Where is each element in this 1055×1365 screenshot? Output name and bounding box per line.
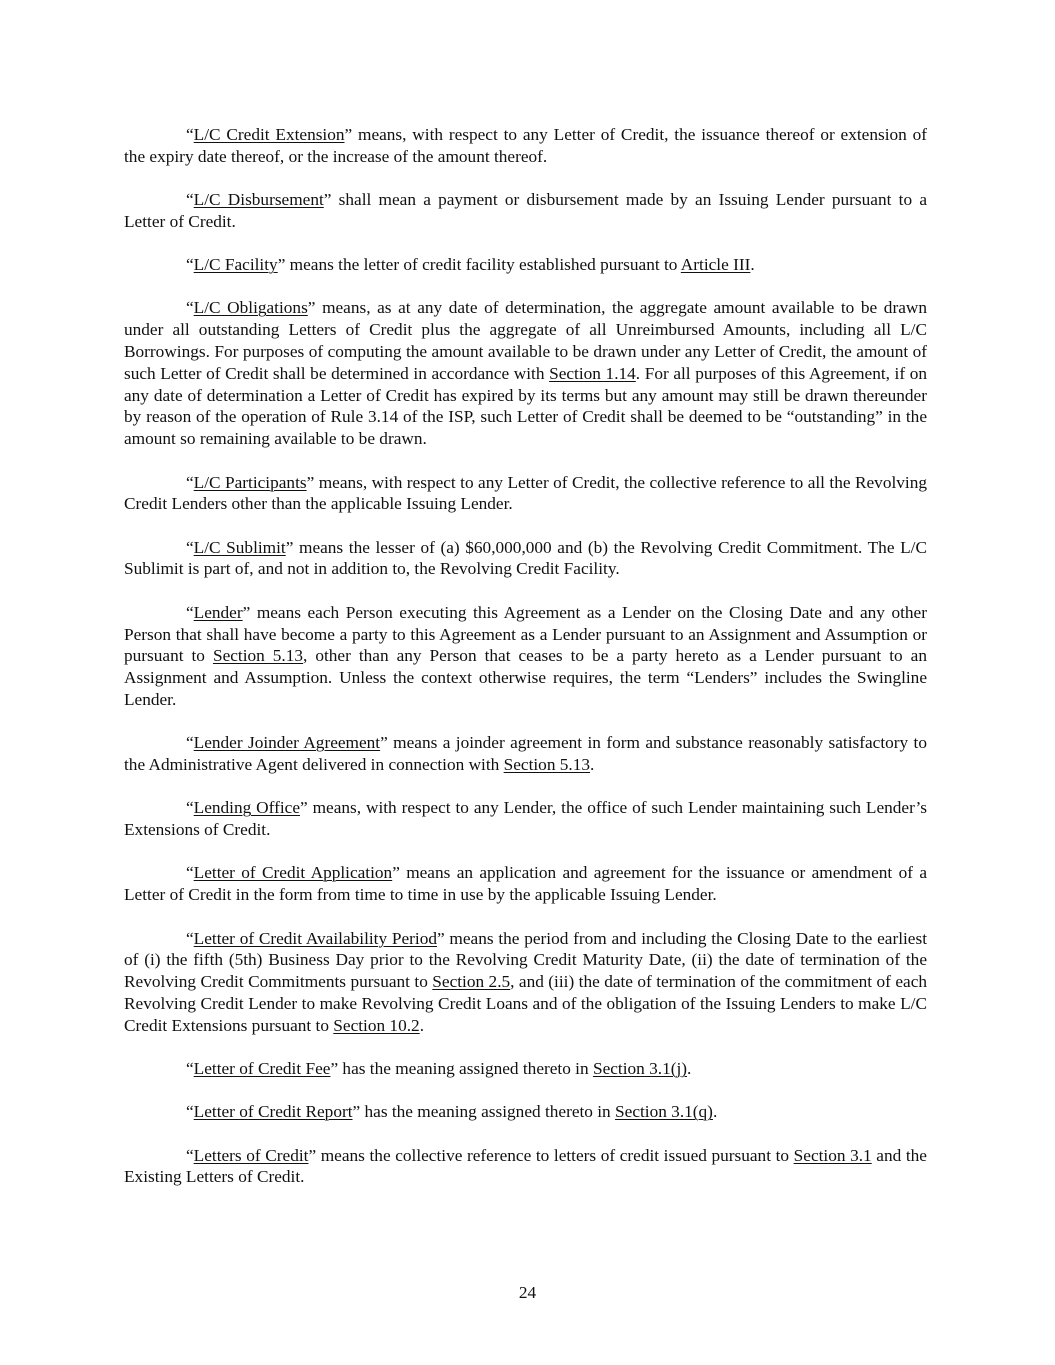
cross-reference: Article III [680, 255, 751, 275]
defined-term: Letter of Credit Availability Period [193, 928, 437, 948]
definition-paragraph: “L/C Credit Extension” means, with respect to any Letter of Credit, the issuance thereof or extension of the expiry date thereof, or the increase of the amount thereof. [124, 125, 927, 166]
defined-term: Letters of Credit [193, 1145, 309, 1165]
definition-paragraph: “Letter of Credit Fee” has the meaning assigned thereto in Section 3.1(j). [186, 1059, 692, 1078]
defined-term: L/C Credit Extension [193, 125, 345, 144]
definition-paragraph: “Letters of Credit” means the collective reference to letters of credit issued pursuant to Section 3.1 and the Existing Letters of Credit. [124, 1145, 927, 1187]
defined-term: L/C Sublimit [193, 537, 286, 557]
cross-reference: Section 1.14 [549, 363, 636, 383]
defined-term: Lender [193, 602, 243, 622]
definition-paragraph: “L/C Facility” means the letter of credit facility established pursuant to Article III. [186, 255, 755, 275]
defined-term: L/C Participants [193, 472, 307, 492]
definition-text: ” means, with respect to any Letter of Credit, the collective reference to all the Revolving Credit Lenders other than the applicable Issuing Lender. [124, 472, 927, 514]
definition-text: ” means a joinder agreement in form and substance reasonably satisfactory to the Administrative Agent delivered in connection with [124, 733, 927, 775]
cross-reference: Section 5.13 [503, 755, 591, 775]
defined-term: Lending Office [193, 798, 300, 818]
definition-text: and the Existing Letters of Credit. [124, 1145, 927, 1187]
document-page [124, 124, 927, 1210]
definition-paragraph: “Lender” means each Person executing this Agreement as a Lender on the Closing Date and any other Person that shall have become a party to this Agreement as a Lender pursuant to an Assignment and Assumption or pursuant to Section 5.13, other than any Person that ceases to be a party hereto as a Lender pursuant to an Assignment and Assumption. Unless the context otherwise requires, the term “Lenders” includes the Swingline Lender. [124, 602, 927, 709]
definition-text: , and (iii) the date of termination of the commitment of each Revolving Credit Lender to make Revolving Credit Loans and of the obligation of the Issuing Lenders to make L/C Credit Extensions pursuant to [124, 972, 927, 1035]
definitions-list [124, 124, 927, 1188]
definition-text: . [712, 1102, 718, 1122]
definition-text: ” has the meaning assigned thereto in [352, 1102, 616, 1122]
cross-reference: Section 10.2 [333, 1015, 420, 1035]
cross-reference: Section 3.1 [793, 1145, 872, 1165]
defined-term: L/C Facility [193, 255, 278, 275]
definition-paragraph: “Letter of Credit Application” means an application and agreement for the issuance or amendment of a Letter of Credit in the form from time to time in use by the applicable Issuing Lender. [124, 863, 927, 905]
defined-term: Letter of Credit Report [193, 1102, 353, 1122]
cross-reference: Section 5.13 [212, 646, 304, 666]
definition-paragraph: “L/C Disbursement” shall mean a payment or disbursement made by an Issuing Lender pursuant to a Letter of Credit. [124, 190, 927, 231]
definition-text: ” means the period from and including the Closing Date to the earliest of (i) the fifth (5th) Business Day prior to the Revolving Credit Maturity Date, (ii) the date of termination of the Revolving Credit Commitments pursuant to [124, 928, 927, 992]
definition-paragraph: “Lending Office” means, with respect to any Lender, the office of such Lender maintaining such Lender’s Extensions of Credit. [124, 798, 927, 840]
definition-paragraph: “L/C Obligations” means, as at any date of determination, the aggregate amount available to be drawn under all outstanding Letters of Credit plus the aggregate of all Unreimbursed Amounts, including all L/C Borrowings. For purposes of computing the amount available to be drawn under any Letter of Credit, the amount of such Letter of Credit shall be determined in accordance with Section 1.14. For all purposes of this Agreement, if on any date of determination a Letter of Credit has expired by its terms but any amount may still be drawn thereunder by reason of the operation of Rule 3.14 of the ISP, such Letter of Credit shall be deemed to be “outstanding” in the amount so remaining available to be drawn. [124, 298, 927, 449]
definition-text: ” means an application and agreement for the issuance or amendment of a Letter of Credit in the form from time to time in use by the applicable Issuing Lender. [124, 863, 927, 905]
page-number: 24 [518, 1283, 537, 1302]
defined-term: L/C Disbursement [193, 190, 324, 210]
definition-text: ” means, as at any date of determination, the aggregate amount available to be drawn under all outstanding Letters of Credit plus the aggregate of all Unreimbursed Amounts, including all L/C Borrowings. For purposes of computing the amount available to be drawn under any Letter of Credit, the amount of such Letter of Credit shall be determined in accordance with [124, 298, 927, 383]
defined-term: L/C Obligations [193, 298, 308, 318]
definition-text: ” means the letter of credit facility established pursuant to [277, 255, 681, 275]
cross-reference: Section 2.5 [432, 972, 511, 992]
definition-text: . [687, 1059, 692, 1078]
cross-reference: Section 3.1(q) [615, 1102, 713, 1122]
definition-text: ” shall mean a payment or disbursement made by an Issuing Lender pursuant to a Letter of Credit. [124, 190, 927, 231]
definition-paragraph: “Letter of Credit Availability Period” means the period from and including the Closing Date to the earliest of (i) the fifth (5th) Business Day prior to the Revolving Credit Maturity Date, (ii) the date of termination of the Revolving Credit Commitments pursuant to Section 2.5, and (iii) the date of termination of the commitment of each Revolving Credit Lender to make Revolving Credit Loans and of the obligation of the Issuing Lenders to make L/C Credit Extensions pursuant to Section 10.2. [124, 928, 927, 1035]
definition-text: , other than any Person that ceases to be a party hereto as a Lender pursuant to an Assignment and Assumption. Unless the context otherwise requires, the term “Lenders” includes the Swingline Lender. [124, 646, 927, 709]
definition-paragraph: “Letter of Credit Report” has the meaning assigned thereto in Section 3.1(q). [186, 1102, 718, 1122]
definition-text: ” has the meaning assigned thereto in [330, 1059, 593, 1078]
definition-text: . [419, 1015, 425, 1035]
definition-text: ” means the lesser of (a) $60,000,000 and (b) the Revolving Credit Commitment. The L/C Sublimit is part of, and not in addition to, the Revolving Credit Facility. [124, 537, 927, 579]
definition-paragraph: “Lender Joinder Agreement” means a joinder agreement in form and substance reasonably satisfactory to the Administrative Agent delivered in connection with Section 5.13. [124, 733, 927, 775]
definition-paragraph: “L/C Participants” means, with respect to any Letter of Credit, the collective reference to all the Revolving Credit Lenders other than the applicable Issuing Lender. [124, 472, 927, 514]
definition-text: . [590, 755, 595, 775]
cross-reference: Section 3.1(j) [592, 1059, 688, 1078]
defined-term: Letter of Credit Fee [193, 1059, 331, 1078]
definition-text: ” means, with respect to any Lender, the office of such Lender maintaining such Lender’s Extensions of Credit. [124, 798, 927, 840]
definition-text: . For all purposes of this Agreement, if on any date of determination a Letter of Credit has expired by its terms but any amount may still be drawn thereunder by reason of the operation of Rule 3.14 of the ISP, such Letter of Credit shall be deemed to be “outstanding” in the amount so remaining available to be drawn. [124, 363, 927, 449]
definition-text: ” means each Person executing this Agreement as a Lender on the Closing Date and any other Person that shall have become a party to this Agreement as a Lender pursuant to an Assignment and Assumption or pursuant to [124, 602, 927, 666]
definition-text: ” means the collective reference to letters of credit issued pursuant to [308, 1145, 794, 1165]
definition-text: . [750, 255, 755, 275]
definition-paragraph: “L/C Sublimit” means the lesser of (a) $60,000,000 and (b) the Revolving Credit Commitment. The L/C Sublimit is part of, and not in addition to, the Revolving Credit Facility. [124, 537, 927, 579]
definition-text: ” means, with respect to any Letter of Credit, the issuance thereof or extension of the expiry date thereof, or the increase of the amount thereof. [124, 125, 927, 166]
defined-term: Letter of Credit Application [193, 863, 393, 883]
defined-term: Lender Joinder Agreement [193, 733, 381, 753]
